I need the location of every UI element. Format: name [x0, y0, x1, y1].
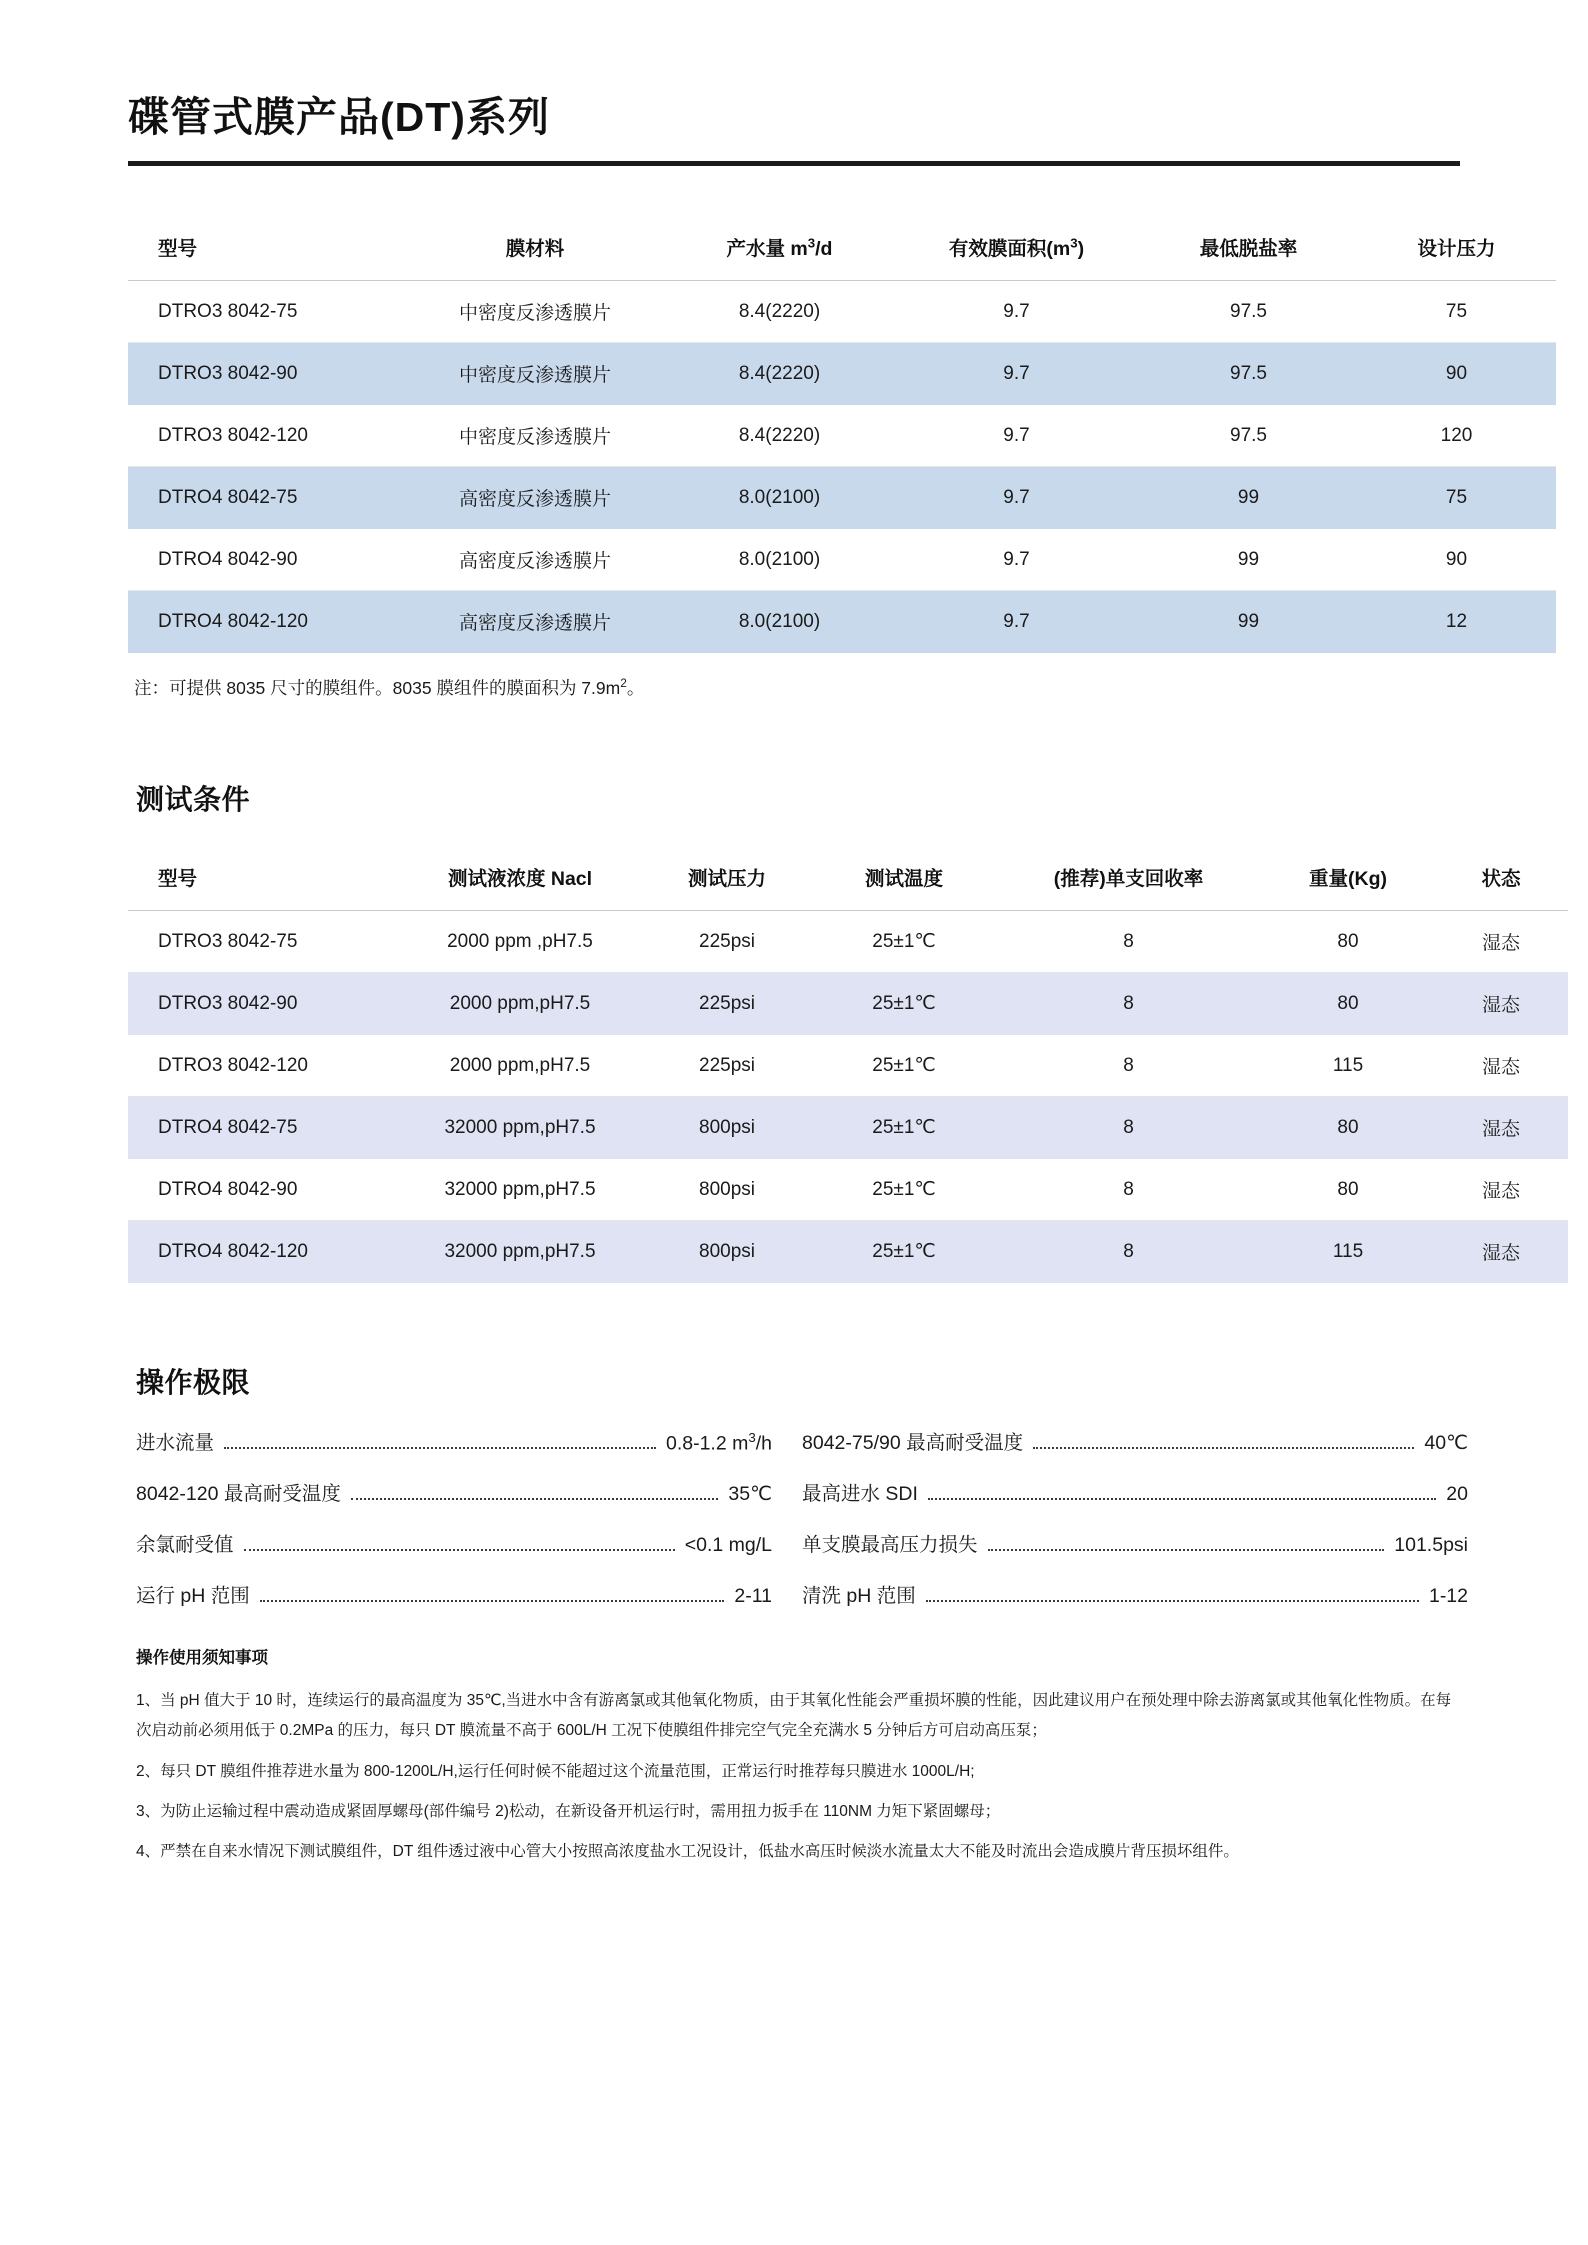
cell-model: DTRO3 8042-120: [128, 1035, 399, 1097]
cell-temperature: 25±1℃: [813, 1221, 995, 1283]
page-title: 碟管式膜产品(DT)系列: [128, 94, 550, 140]
cell-temperature: 25±1℃: [813, 1097, 995, 1159]
cell-rejection: 99: [1140, 591, 1357, 653]
limit-label: 8042-75/90 最高耐受温度: [802, 1432, 1024, 1455]
cell-pressure: 120: [1357, 405, 1556, 467]
cell-temperature: 25±1℃: [813, 973, 995, 1035]
cell-model: DTRO4 8042-75: [128, 467, 404, 529]
cell-pressure: 75: [1357, 467, 1556, 529]
cell-recovery: 8: [995, 1221, 1262, 1283]
table-row: [128, 343, 1556, 405]
cell-model: DTRO3 8042-75: [128, 911, 399, 973]
dot-leader: [1033, 1446, 1414, 1449]
spec-table: [128, 214, 1556, 653]
cell-material: 中密度反渗透膜片: [404, 343, 666, 405]
dot-leader: [244, 1548, 675, 1551]
cell-recovery: 8: [995, 1035, 1262, 1097]
cell-weight: 115: [1262, 1221, 1434, 1283]
cell-area: 9.7: [893, 343, 1140, 405]
col-salt-rejection: 最低脱盐率: [1140, 214, 1357, 281]
limit-value: 2-11: [734, 1585, 772, 1608]
cell-area: 9.7: [893, 467, 1140, 529]
cell-temperature: 25±1℃: [813, 1159, 995, 1221]
cell-concentration: 32000 ppm,pH7.5: [399, 1097, 641, 1159]
cell-pressure: 90: [1357, 343, 1556, 405]
cell-model: DTRO3 8042-75: [128, 281, 404, 343]
dot-leader: [260, 1599, 725, 1602]
col-flow-tail: /d: [815, 238, 833, 261]
limit-value: 40℃: [1424, 1432, 1468, 1455]
limit-value: 35℃: [728, 1483, 772, 1506]
limit-label: 清洗 pH 范围: [802, 1585, 916, 1608]
limit-value-main: 0.8-1.2 m: [665, 1432, 749, 1455]
table-row: [128, 1159, 1568, 1221]
limits-row: [136, 1427, 1468, 1455]
col-design-pressure: 设计压力: [1357, 214, 1556, 281]
spec-table-note: [134, 675, 1460, 700]
cell-recovery: 8: [995, 1159, 1262, 1221]
col-weight: 重量(Kg): [1262, 844, 1434, 911]
cell-rejection: 97.5: [1140, 405, 1357, 467]
section-heading-operating-limits: 操作极限: [136, 1367, 251, 1399]
note-item: 4、严禁在自来水情况下测试膜组件，DT 组件透过液中心管大小按照高浓度盐水工况设计，低盐水高压时候淡水流量太大不能及时流出会造成膜片背压损坏组件。: [136, 1843, 1239, 1861]
cell-area: 9.7: [893, 591, 1140, 653]
limit-item-cleaning-ph: [802, 1580, 1468, 1608]
cell-pressure: 90: [1357, 529, 1556, 591]
cell-rejection: 99: [1140, 467, 1357, 529]
col-model: 型号: [128, 844, 399, 911]
cell-pressure: 12: [1357, 591, 1556, 653]
limit-label: 8042-120 最高耐受温度: [136, 1483, 341, 1506]
cell-model: DTRO4 8042-75: [128, 1097, 399, 1159]
note-sup: 2: [620, 676, 627, 691]
section-heading-test-conditions: 测试条件: [136, 784, 251, 816]
cell-model: DTRO3 8042-90: [128, 343, 404, 405]
limits-row: [136, 1580, 1468, 1608]
dot-leader: [988, 1548, 1385, 1551]
cell-model: DTRO4 8042-90: [128, 529, 404, 591]
table-row: [128, 405, 1556, 467]
cell-status: 湿态: [1434, 1159, 1568, 1221]
table-row: [128, 281, 1556, 343]
limit-item-free-chlorine: [136, 1529, 802, 1557]
table-header-row: [128, 214, 1556, 281]
table-row: [128, 973, 1568, 1035]
cell-area: 9.7: [893, 405, 1140, 467]
col-material: 膜材料: [404, 214, 666, 281]
cell-pressure: 75: [1357, 281, 1556, 343]
limits-row: [136, 1478, 1468, 1506]
cell-material: 高密度反渗透膜片: [404, 529, 666, 591]
col-area-main: 有效膜面积(m: [948, 238, 1071, 261]
table-header-row: [128, 844, 1568, 911]
limit-value-sup: 3: [748, 1429, 756, 1445]
cell-area: 9.7: [893, 281, 1140, 343]
cell-temperature: 25±1℃: [813, 911, 995, 973]
table-row: [128, 1221, 1568, 1283]
limit-item-max-pressure-drop: [802, 1529, 1468, 1557]
limit-label: 进水流量: [136, 1432, 215, 1455]
note-item: 2、每只 DT 膜组件推荐进水量为 800-1200L/H,运行任何时候不能超过这个流量范围，正常运行时推荐每只膜进水 1000L/H;: [136, 1762, 975, 1780]
cell-status: 湿态: [1434, 1035, 1568, 1097]
cell-rejection: 97.5: [1140, 281, 1357, 343]
table-row: [128, 1035, 1568, 1097]
note-prefix: 注：可提供 8035 尺寸的膜组件。8035 膜组件的膜面积为 7.9m: [134, 678, 621, 699]
cell-area: 9.7: [893, 529, 1140, 591]
cell-status: 湿态: [1434, 973, 1568, 1035]
table-row: [128, 529, 1556, 591]
col-area: [893, 214, 1140, 281]
cell-temperature: 25±1℃: [813, 1035, 995, 1097]
cell-recovery: 8: [995, 973, 1262, 1035]
cell-status: 湿态: [1434, 1221, 1568, 1283]
table-row: [128, 1097, 1568, 1159]
col-area-sup: 3: [1070, 235, 1078, 251]
col-test-temperature: 测试温度: [813, 844, 995, 911]
cell-flow: 8.0(2100): [666, 591, 893, 653]
limits-row: [136, 1529, 1468, 1557]
test-table-body: [128, 911, 1568, 1283]
limit-label: 单支膜最高压力损失: [802, 1534, 978, 1557]
limit-label: 最高进水 SDI: [802, 1483, 918, 1506]
notes-heading: 操作使用须知事项: [136, 1649, 268, 1668]
cell-recovery: 8: [995, 911, 1262, 973]
col-flow-sup: 3: [807, 235, 816, 251]
limit-item-max-temp-7590: [802, 1427, 1468, 1455]
col-flow: [666, 214, 893, 281]
limit-item-max-temp-120: [136, 1478, 802, 1506]
cell-weight: 115: [1262, 1035, 1434, 1097]
cell-flow: 8.0(2100): [666, 467, 893, 529]
limit-value: <0.1 mg/L: [684, 1534, 772, 1557]
dot-leader: [224, 1446, 656, 1449]
cell-model: DTRO4 8042-120: [128, 1221, 399, 1283]
table-row: [128, 911, 1568, 973]
limit-item-operating-ph: [136, 1580, 802, 1608]
spec-table-header: [128, 214, 1556, 281]
cell-material: 中密度反渗透膜片: [404, 281, 666, 343]
col-test-concentration: 测试液浓度 Nacl: [399, 844, 641, 911]
cell-model: DTRO4 8042-120: [128, 591, 404, 653]
cell-material: 高密度反渗透膜片: [404, 467, 666, 529]
test-conditions-table: [128, 844, 1568, 1283]
col-model: 型号: [128, 214, 404, 281]
limit-item-max-sdi: [802, 1478, 1468, 1506]
cell-status: 湿态: [1434, 911, 1568, 973]
dot-leader: [926, 1599, 1419, 1602]
note-item: 3、为防止运输过程中震动造成紧固厚螺母(部件编号 2)松动，在新设备开机运行时，需用扭力扳手在 110NM 力矩下紧固螺母；: [136, 1802, 1001, 1820]
dot-leader: [351, 1497, 719, 1500]
title-divider: [128, 161, 1460, 166]
cell-status: 湿态: [1434, 1097, 1568, 1159]
col-test-pressure: 测试压力: [641, 844, 813, 911]
limit-item-feed-flow: [136, 1427, 802, 1455]
col-status: 状态: [1434, 844, 1568, 911]
cell-weight: 80: [1262, 1097, 1434, 1159]
cell-pressure: 225psi: [641, 973, 813, 1035]
cell-concentration: 2000 ppm ,pH7.5: [399, 911, 641, 973]
cell-concentration: 32000 ppm,pH7.5: [399, 1159, 641, 1221]
test-table-header: [128, 844, 1568, 911]
cell-weight: 80: [1262, 911, 1434, 973]
cell-rejection: 99: [1140, 529, 1357, 591]
cell-pressure: 225psi: [641, 911, 813, 973]
note-suffix: 。: [626, 678, 645, 699]
limit-value: 1-12: [1428, 1585, 1468, 1608]
limit-value-tail: /h: [755, 1432, 772, 1455]
cell-rejection: 97.5: [1140, 343, 1357, 405]
cell-model: DTRO4 8042-90: [128, 1159, 399, 1221]
cell-pressure: 225psi: [641, 1035, 813, 1097]
col-area-tail: ): [1077, 238, 1085, 261]
cell-weight: 80: [1262, 1159, 1434, 1221]
limit-value: 101.5psi: [1394, 1534, 1468, 1557]
cell-weight: 80: [1262, 973, 1434, 1035]
dot-leader: [928, 1497, 1436, 1500]
cell-pressure: 800psi: [641, 1159, 813, 1221]
cell-pressure: 800psi: [641, 1221, 813, 1283]
col-recovery-rate: (推荐)单支回收率: [995, 844, 1262, 911]
note-item: 1、当 pH 值大于 10 时，连续运行的最高温度为 35℃,当进水中含有游离氯或其他氧化物质，由于其氧化性能会严重损坏膜的性能，因此建议用户在预处理中除去游离氯或其他氧化性物质。在每次启动前必须用低于 0.2MPa 的压力，每只 DT 膜流量不高于 600L/H 工况下使膜组件排完空气完全充满水 5 分钟后方可启动高压泵；: [136, 1692, 1452, 1740]
cell-concentration: 2000 ppm,pH7.5: [399, 1035, 641, 1097]
operating-limits-list: [136, 1427, 1468, 1608]
limit-value: 20: [1446, 1483, 1468, 1506]
limit-label: 余氯耐受值: [136, 1534, 234, 1557]
table-row: [128, 591, 1556, 653]
col-flow-main: 产水量 m: [726, 238, 808, 261]
cell-flow: 8.4(2220): [666, 405, 893, 467]
limit-label: 运行 pH 范围: [136, 1585, 250, 1608]
cell-material: 高密度反渗透膜片: [404, 591, 666, 653]
cell-concentration: 2000 ppm,pH7.5: [399, 973, 641, 1035]
cell-flow: 8.0(2100): [666, 529, 893, 591]
cell-model: DTRO3 8042-120: [128, 405, 404, 467]
spec-table-body: [128, 281, 1556, 653]
cell-flow: 8.4(2220): [666, 281, 893, 343]
cell-material: 中密度反渗透膜片: [404, 405, 666, 467]
limit-value: [666, 1430, 802, 1456]
cell-concentration: 32000 ppm,pH7.5: [399, 1221, 641, 1283]
cell-model: DTRO3 8042-90: [128, 973, 399, 1035]
cell-pressure: 800psi: [641, 1097, 813, 1159]
table-row: [128, 467, 1556, 529]
cell-recovery: 8: [995, 1097, 1262, 1159]
cell-flow: 8.4(2220): [666, 343, 893, 405]
